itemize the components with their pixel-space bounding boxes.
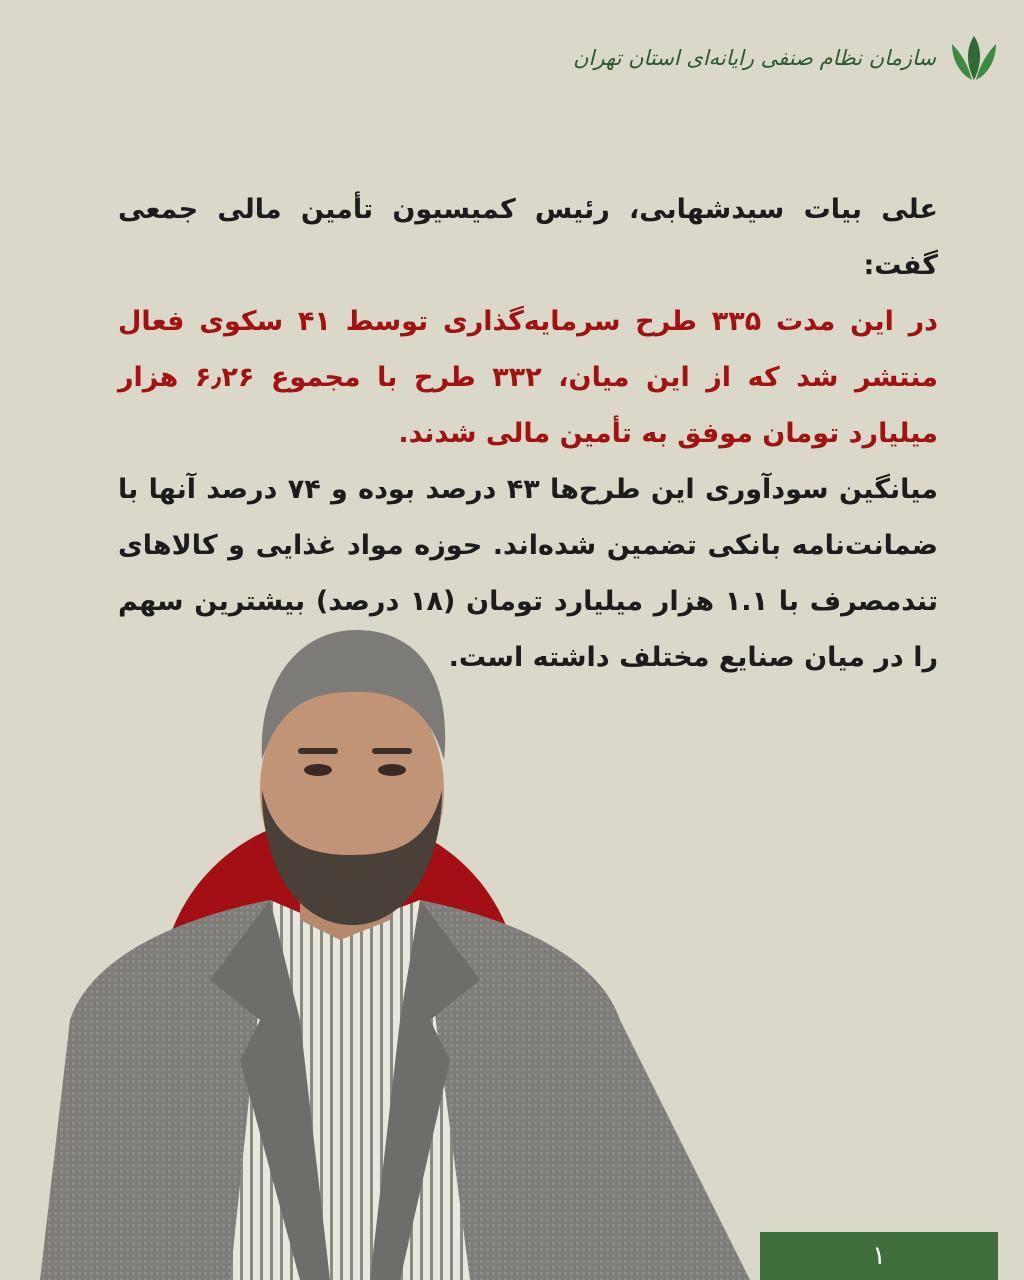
header-logo: [573, 30, 1002, 86]
page-number-badge: ۱: [760, 1232, 998, 1280]
intro-paragraph: علی بیات سیدشهابی، رئیس کمیسیون تأمین مالی جمعی گفت:: [118, 194, 938, 281]
org-name: سازمان نظام صنفی رایانه‌ای استان تهران: [573, 46, 936, 70]
highlight-paragraph: در این مدت ۳۳۵ طرح سرمایه‌گذاری توسط ۴۱ سکوی فعال منتشر شد که از این میان، ۳۳۲ طرح با مجموع ۶٫۲۶ هزار میلیارد تومان موفق به تأمین مالی شدند.: [118, 306, 939, 449]
leaf-logo-icon: [946, 30, 1002, 86]
body-paragraph: میانگین سودآوری این طرح‌ها ۴۳ درصد بوده و ۷۴ درصد آنها با ضمانت‌نامه بانکی تضمین شده‌اند. حوزه مواد غذایی و کالاهای تندمصرف با ۱.۱ هزار میلیارد تومان (۱۸ درصد) بیشترین سهم را در میان صنایع مختلف داشته است.: [118, 474, 938, 673]
portrait-photo: [0, 600, 760, 1280]
